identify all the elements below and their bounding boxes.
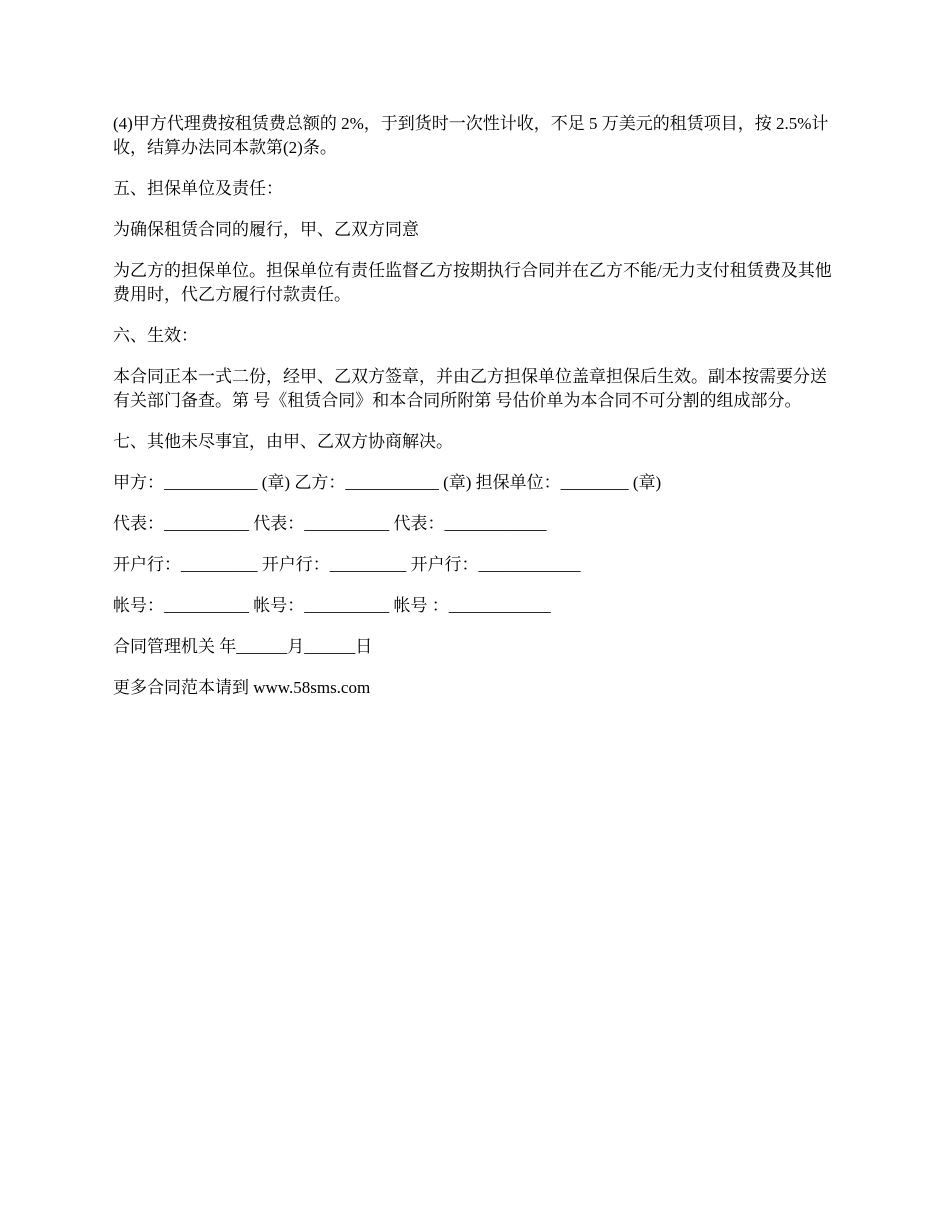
- footer-more-templates: 更多合同范本请到 www.58sms.com: [113, 678, 371, 697]
- paragraph-other-matters: 七、其他未尽事宜，由甲、乙双方协商解决。: [113, 432, 453, 451]
- paragraph-agency-fee: (4)甲方代理费按租赁费总额的 2%，于到货时一次性计收，不足 5 万美元的租赁项目，按 2.5%计收，结算办法同本款第(2)条。: [113, 114, 829, 157]
- paragraph-guarantor-duty: 为乙方的担保单位。担保单位有责任监督乙方按期执行合同并在乙方不能/无力支付租赁费及其他费用时，代乙方履行付款责任。: [113, 261, 832, 304]
- signature-line-accounts: 帐号：__________ 帐号：__________ 帐号 ：____________: [113, 596, 551, 615]
- signature-line-parties: 甲方：___________ (章) 乙方：___________ (章) 担保单位：________ (章): [113, 473, 662, 492]
- paragraph-effectiveness: 本合同正本一式二份，经甲、乙双方签章，并由乙方担保单位盖章担保后生效。副本按需要分送有关部门备查。第 号《租赁合同》和本合同所附第 号估价单为本合同不可分割的组成部分。: [113, 367, 827, 410]
- document-body: [113, 112, 840, 717]
- heading-effectiveness: 六、生效：: [113, 326, 198, 345]
- heading-guarantor: 五、担保单位及责任：: [113, 179, 283, 198]
- signature-line-banks: 开户行：_________ 开户行：_________ 开户行：____________: [113, 555, 581, 574]
- signature-line-representatives: 代表：__________ 代表：__________ 代表：____________: [113, 514, 547, 533]
- paragraph-guarantor-intro: 为确保租赁合同的履行，甲、乙双方同意: [113, 220, 419, 239]
- signature-line-authority-date: 合同管理机关 年______月______日: [113, 637, 373, 656]
